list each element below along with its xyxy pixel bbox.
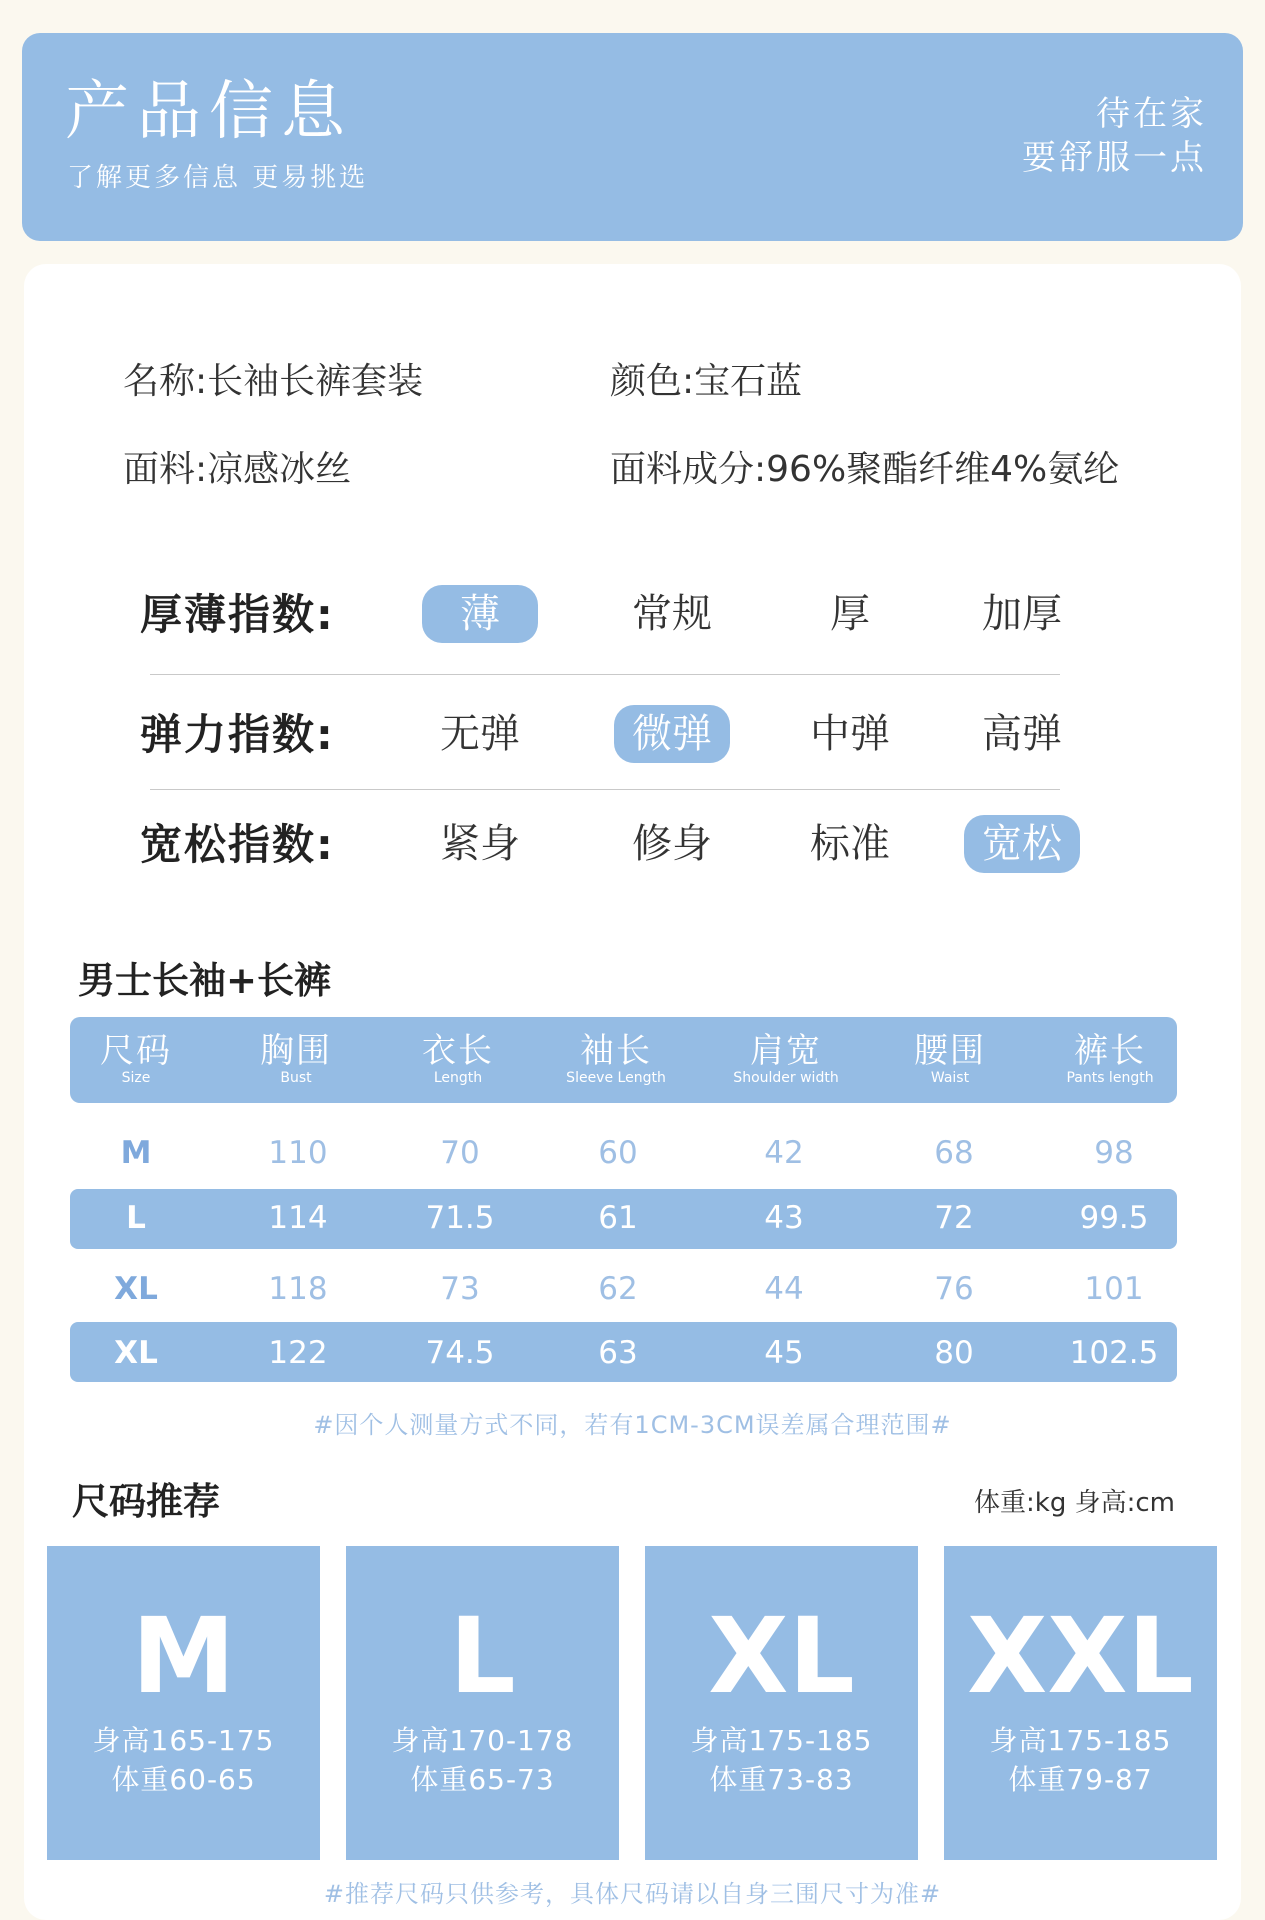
column-header-waist: 腰围 Waist [914, 1031, 986, 1086]
rating-elasticity-label: 弹力指数: [140, 710, 335, 759]
size-card-label: M [131, 1595, 236, 1717]
product-fabric-label: 面料: [123, 449, 208, 490]
page-subtitle: 了解更多信息 更易挑选 [67, 163, 369, 193]
size-card-weight: 体重65-73 [410, 1763, 555, 1796]
table-cell-waist: 72 [934, 1200, 974, 1236]
product-fabric [123, 449, 352, 490]
recommendation-note: #推荐尺码只供参考，具体尺码请以自身三围尺寸为准# [323, 1880, 942, 1908]
product-composition-label: 面料成分: [610, 449, 767, 490]
rating-elasticity-option: 无弹 [440, 711, 520, 757]
column-header-shoulder-width: 肩宽 Shoulder width [733, 1031, 839, 1086]
size-card-weight: 体重60-65 [111, 1763, 256, 1796]
slogan-line-2: 要舒服一点 [1022, 138, 1207, 178]
table-cell-pants-length: 99.5 [1079, 1200, 1149, 1236]
rating-elasticity-option: 微弹 [614, 705, 730, 763]
product-name-value: 长袖长裤套装 [207, 361, 424, 402]
divider [150, 674, 1060, 675]
units-label: 体重:kg 身高:cm [974, 1488, 1175, 1518]
table-cell-size: XL [114, 1335, 158, 1371]
product-color-value: 宝石蓝 [694, 361, 803, 402]
page-title: 产品信息 [65, 75, 353, 149]
rating-thickness-option: 厚 [830, 591, 870, 637]
size-card-height: 身高165-175 [92, 1724, 275, 1757]
size-card-label: L [449, 1595, 516, 1717]
table-cell-waist: 76 [934, 1271, 974, 1307]
table-cell-sleeve-length: 63 [598, 1335, 638, 1371]
table-cell-pants-length: 102.5 [1069, 1335, 1159, 1371]
rating-looseness-option: 紧身 [440, 821, 520, 867]
size-chart-note: #因个人测量方式不同，若有1CM-3CM误差属合理范围# [313, 1411, 952, 1439]
table-cell-sleeve-length: 60 [598, 1135, 638, 1171]
rating-thickness-option: 加厚 [982, 591, 1062, 637]
rating-elasticity-option: 高弹 [982, 711, 1062, 757]
product-name-label: 名称: [123, 361, 208, 402]
table-cell-size: M [120, 1135, 152, 1171]
product-color-label: 颜色: [610, 361, 695, 402]
size-card-m [47, 1546, 320, 1860]
size-card-height: 身高175-185 [690, 1724, 873, 1757]
size-chart-title: 男士长袖+长裤 [78, 959, 332, 1002]
rating-looseness-option: 标准 [810, 821, 890, 867]
table-cell-bust: 114 [268, 1200, 328, 1236]
product-composition-value: 96%聚酯纤维4%氨纶 [766, 449, 1120, 490]
table-cell-shoulder-width: 45 [764, 1335, 804, 1371]
table-cell-bust: 118 [268, 1271, 328, 1307]
size-card-weight: 体重79-87 [1008, 1763, 1153, 1796]
column-header-pants-length: 裤长 Pants length [1066, 1031, 1154, 1086]
product-fabric-value: 凉感冰丝 [207, 449, 352, 490]
product-color [610, 361, 803, 402]
column-header-sleeve-length: 袖长 Sleeve Length [566, 1031, 666, 1086]
table-cell-length: 71.5 [425, 1200, 495, 1236]
table-cell-shoulder-width: 43 [764, 1200, 804, 1236]
rating-thickness-label: 厚薄指数: [140, 590, 335, 639]
size-card-height: 身高175-185 [989, 1724, 1172, 1757]
size-card-height: 身高170-178 [391, 1724, 574, 1757]
table-cell-size: XL [114, 1271, 158, 1307]
table-cell-length: 73 [440, 1271, 480, 1307]
divider [150, 789, 1060, 790]
size-card-label: XL [708, 1595, 855, 1717]
table-cell-length: 74.5 [425, 1335, 495, 1371]
table-cell-waist: 80 [934, 1335, 974, 1371]
slogan-line-1: 待在家 [1096, 94, 1207, 134]
table-cell-size: L [126, 1200, 146, 1236]
column-header-length: 衣长 Length [422, 1031, 494, 1086]
table-cell-bust: 110 [268, 1135, 328, 1171]
product-name [123, 361, 424, 402]
table-cell-pants-length: 101 [1084, 1271, 1144, 1307]
column-header-size: 尺码 Size [100, 1031, 172, 1086]
size-card-weight: 体重73-83 [709, 1763, 854, 1796]
table-cell-shoulder-width: 44 [764, 1271, 804, 1307]
table-cell-bust: 122 [268, 1335, 328, 1371]
size-card-label: XXL [967, 1595, 1194, 1717]
rating-thickness-option: 薄 [422, 585, 538, 643]
table-cell-sleeve-length: 62 [598, 1271, 638, 1307]
rating-looseness-label: 宽松指数: [140, 820, 335, 869]
table-cell-pants-length: 98 [1094, 1135, 1134, 1171]
column-header-bust: 胸围 Bust [260, 1031, 332, 1086]
rating-thickness-option: 常规 [632, 591, 712, 637]
table-cell-shoulder-width: 42 [764, 1135, 804, 1171]
table-cell-length: 70 [440, 1135, 480, 1171]
table-cell-sleeve-length: 61 [598, 1200, 638, 1236]
header-banner [22, 33, 1243, 241]
size-card-xl [645, 1546, 918, 1860]
recommendation-title: 尺码推荐 [72, 1480, 220, 1523]
product-composition [610, 449, 1120, 490]
table-cell-waist: 68 [934, 1135, 974, 1171]
rating-looseness-option: 宽松 [964, 815, 1080, 873]
rating-elasticity-option: 中弹 [810, 711, 890, 757]
size-card-xxl [944, 1546, 1217, 1860]
size-card-l [346, 1546, 619, 1860]
rating-looseness-option: 修身 [632, 821, 712, 867]
